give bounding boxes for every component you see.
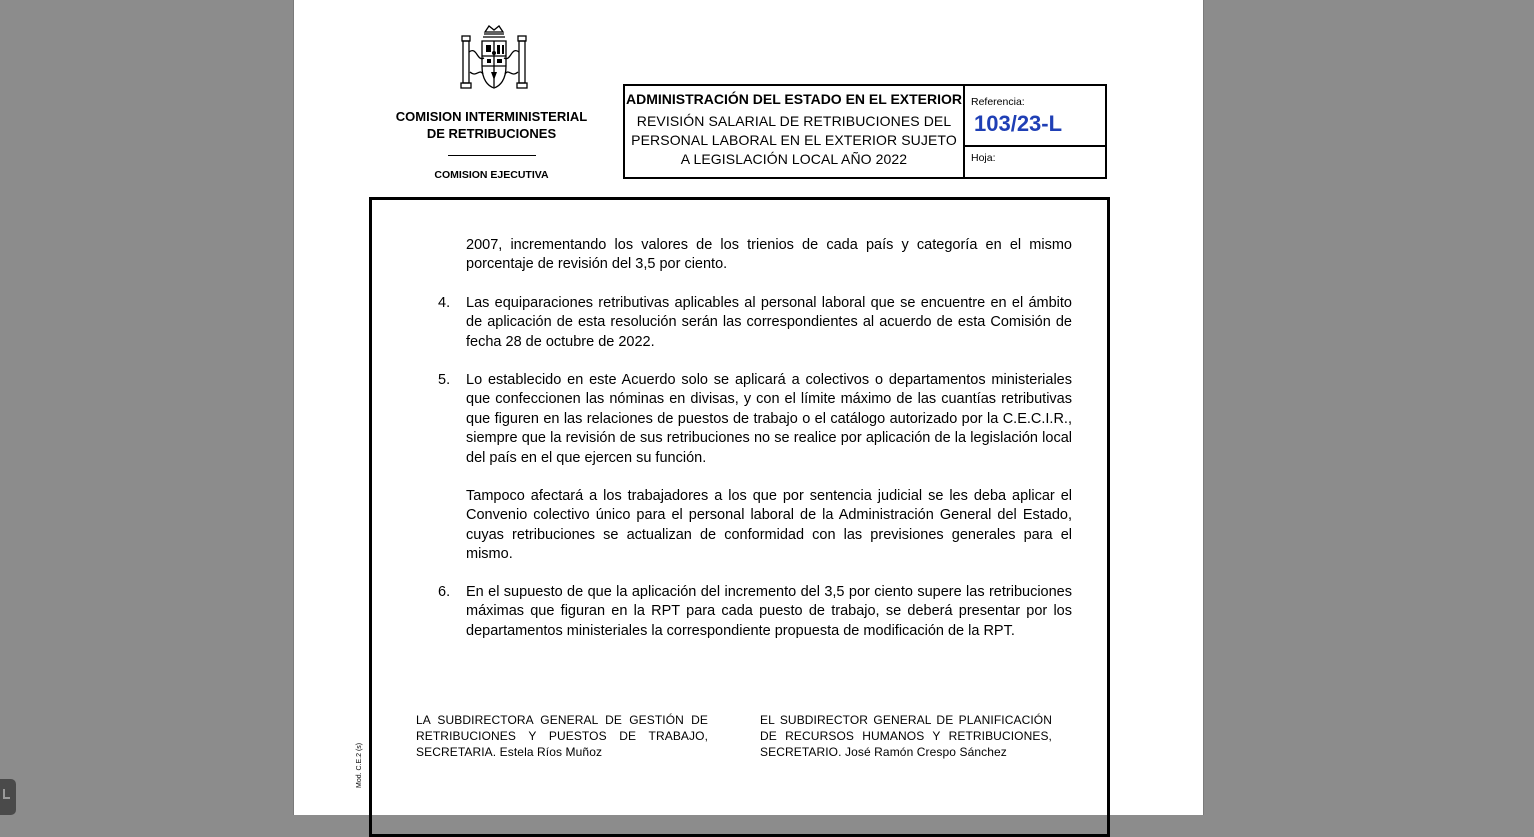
reference-label: Referencia: — [971, 96, 1025, 108]
document-description — [625, 112, 963, 169]
issuing-organization — [384, 108, 599, 142]
item-text-5: Lo establecido en este Acuerdo solo se aplicará a colectivos o departamentos ministeriales que confeccionen las nóminas en divisas, y con el límite máximo de las cuantías retributivas que figuren en las relaciones de puestos de trabajo o el catálogo autorizado por la C.E.C.I.R., siempre que la revisión de sus retribuciones no se realice por aplicación de la legislación local del país en el que ejercen su función. — [466, 372, 1072, 466]
sheet-label: Hoja: — [971, 152, 996, 164]
description-line2: PERSONAL LABORAL EN EL EXTERIOR SUJETO — [631, 132, 957, 148]
org-name-line2: DE RETRIBUCIONES — [426, 126, 557, 141]
reference-number: 103/23-L — [974, 111, 1063, 136]
description-line3: A LEGISLACIÓN LOCAL AÑO 2022 — [680, 151, 908, 167]
coat-of-arms-icon — [457, 22, 531, 96]
document-title: ADMINISTRACIÓN DEL ESTADO EN EL EXTERIOR — [625, 91, 963, 107]
org-name-line1: COMISION INTERMINISTERIAL — [395, 109, 588, 124]
org-subtitle: COMISION EJECUTIVA — [434, 169, 549, 181]
sidebar-toggle-button[interactable] — [0, 779, 16, 815]
signature-left: LA SUBDIRECTORA GENERAL DE GESTIÓN DE RETRIBUCIONES Y PUESTOS DE TRABAJO, SECRETARIA. Estela Ríos Muñoz — [416, 713, 708, 759]
item-number-5: 5. — [438, 372, 451, 388]
document-page — [293, 0, 1204, 815]
continued-paragraph: 2007, incrementando los valores de los trienios de cada país y categoría en el mismo porcentaje de revisión del 3,5 por ciento. — [466, 237, 1072, 273]
form-code: Mod. C.E.2 (s) — [356, 742, 363, 788]
item-5-extra-paragraph: Tampoco afectará a los trabajadores a los que por sentencia judicial se les deba aplicar el Convenio colectivo único para el personal laboral de la Administración General del Estado, cuyas retribuciones se actualizan de conformidad con las previsiones generales para el mismo. — [466, 488, 1072, 563]
description-line1: REVISIÓN SALARIAL DE RETRIBUCIONES DEL — [636, 113, 952, 129]
header-reference-column — [965, 86, 1105, 177]
org-divider — [448, 155, 536, 156]
item-text-6: En el supuesto de que la aplicación del incremento del 3,5 por ciento supere las retribuciones máximas que figuran en la RPT para cada puesto de trabajo, se deberá presentar por los departamentos ministeriales la correspondiente propuesta de modificación de la RPT. — [466, 584, 1072, 639]
sidebar-toggle-icon — [3, 789, 10, 799]
header-title-cell — [625, 86, 965, 177]
reference-cell — [965, 86, 1105, 147]
item-text-4: Las equiparaciones retributivas aplicables al personal laboral que se encuentre en el ámbito de aplicación de esta resolución serán las correspondientes al acuerdo de esta Comisión de fecha 28 de octubre de 2022. — [466, 295, 1072, 350]
header-box — [623, 84, 1107, 179]
item-number-4: 4. — [438, 295, 451, 311]
item-number-6: 6. — [438, 584, 451, 600]
signature-right: EL SUBDIRECTOR GENERAL DE PLANIFICACIÓN DE RECURSOS HUMANOS Y RETRIBUCIONES, SECRETARIO. José Ramón Crespo Sánchez — [760, 713, 1052, 759]
